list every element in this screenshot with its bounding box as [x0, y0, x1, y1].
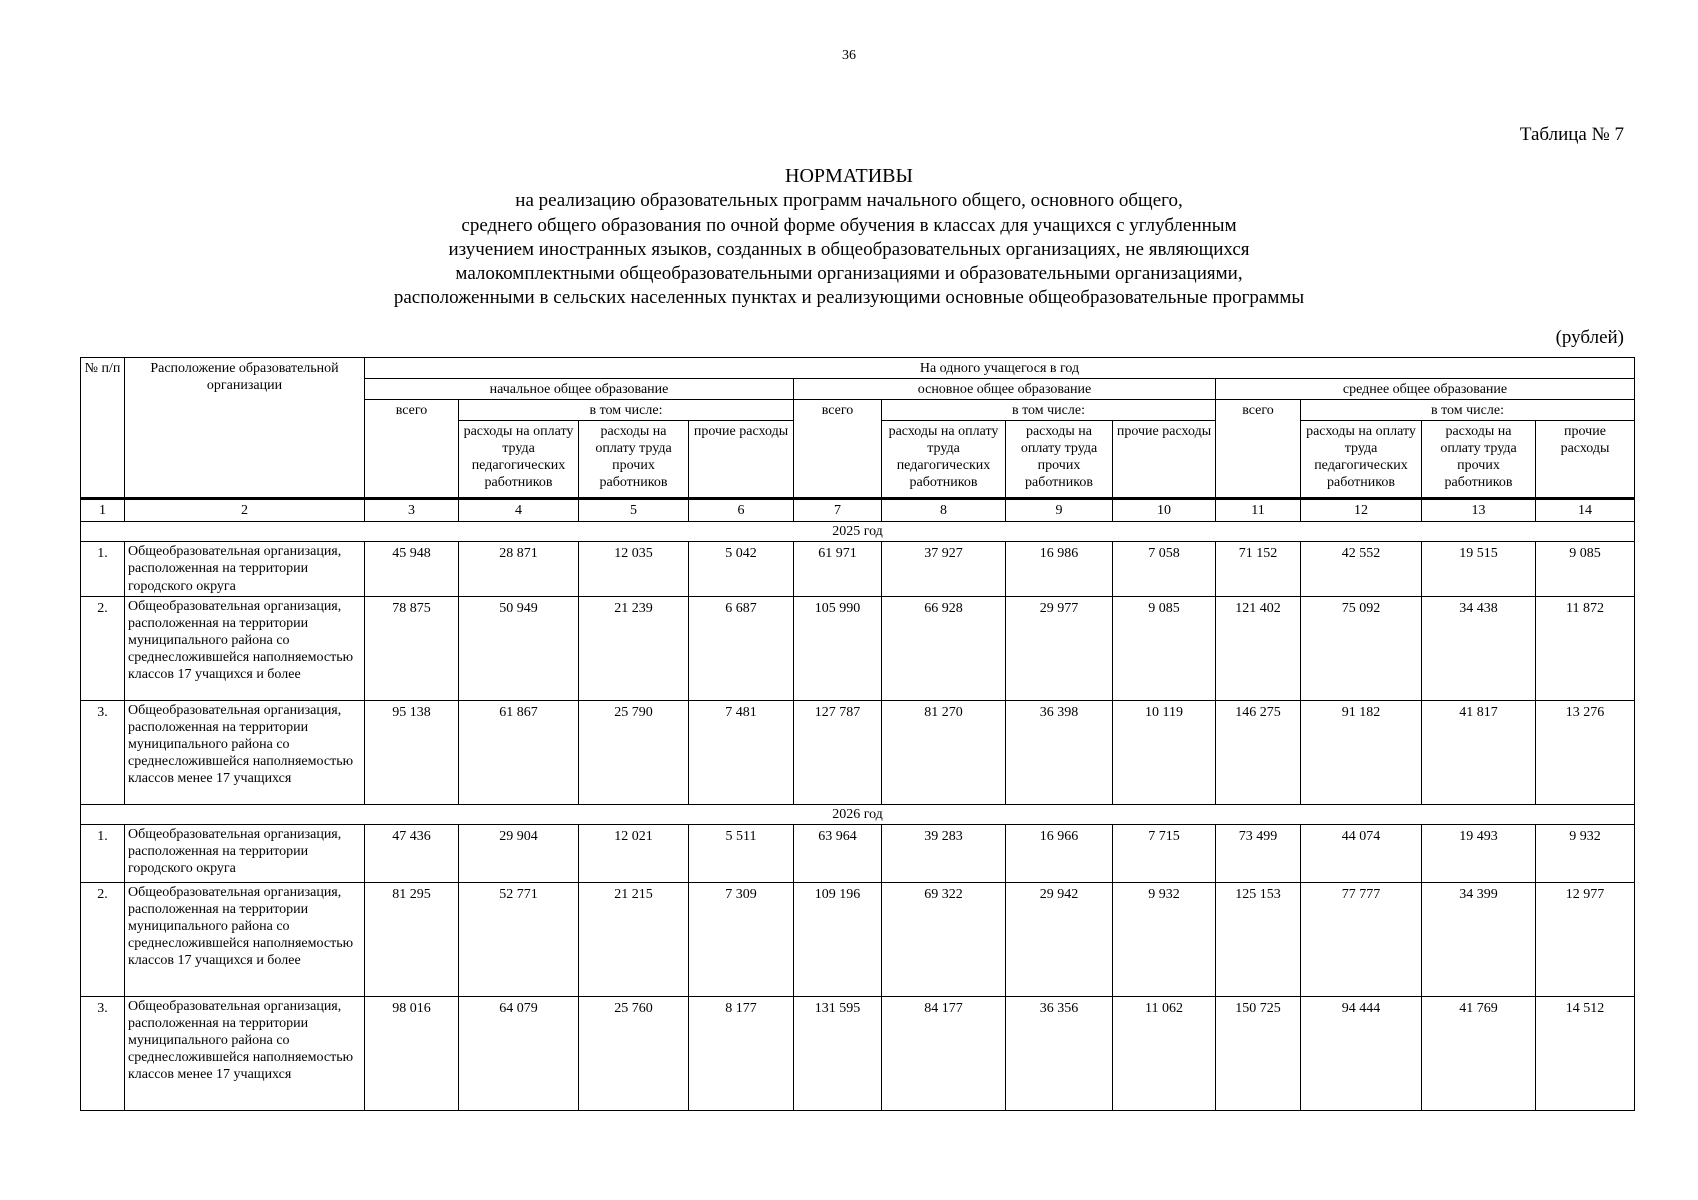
value-cell: 81 270 [882, 700, 1006, 804]
value-cell: 28 871 [459, 542, 579, 596]
norms-table [80, 357, 1635, 1111]
value-cell: 131 595 [794, 996, 882, 1110]
value-cell: 150 725 [1216, 996, 1301, 1110]
value-cell: 9 085 [1536, 542, 1635, 596]
value-cell: 10 119 [1113, 700, 1216, 804]
header-other-staff: расходы на оплату труда прочих работников [1422, 421, 1536, 499]
row-location: Общеобразовательная организация, расположенная на территории муниципального района со среднесложившейся наполняемостью классов 17 учащихся и более [125, 882, 365, 996]
value-cell: 21 239 [579, 596, 689, 700]
document-title [0, 164, 1698, 310]
column-number: 9 [1006, 499, 1113, 522]
value-cell: 42 552 [1301, 542, 1422, 596]
column-number: 4 [459, 499, 579, 522]
header-ped-staff: расходы на оплату труда педагогических работников [459, 421, 579, 499]
header-including: в том числе: [459, 400, 794, 421]
header-including: в том числе: [882, 400, 1216, 421]
value-cell: 69 322 [882, 882, 1006, 996]
value-cell: 14 512 [1536, 996, 1635, 1110]
value-cell: 16 986 [1006, 542, 1113, 596]
header-other-expenses: прочие расходы [689, 421, 794, 499]
header-ped-staff: расходы на оплату труда педагогических работников [1301, 421, 1422, 499]
value-cell: 6 687 [689, 596, 794, 700]
year-row [81, 522, 1635, 542]
title-line: среднего общего образования по очной форме обучения в классах для учащихся с углубленным [461, 214, 1237, 236]
value-cell: 19 493 [1422, 824, 1536, 882]
value-cell: 109 196 [794, 882, 882, 996]
row-location: Общеобразовательная организация, расположенная на территории городского округа [125, 542, 365, 596]
header-other-expenses: прочие расходы [1536, 421, 1635, 499]
value-cell: 25 760 [579, 996, 689, 1110]
value-cell: 7 715 [1113, 824, 1216, 882]
row-location: Общеобразовательная организация, расположенная на территории муниципального района со среднесложившейся наполняемостью классов менее 17 учащихся [125, 700, 365, 804]
column-number: 13 [1422, 499, 1536, 522]
header-level-secondary: среднее общее образование [1216, 379, 1635, 400]
value-cell: 84 177 [882, 996, 1006, 1110]
header-total: всего [365, 400, 459, 499]
row-number: 3. [81, 996, 125, 1110]
value-cell: 66 928 [882, 596, 1006, 700]
value-cell: 146 275 [1216, 700, 1301, 804]
value-cell: 11 872 [1536, 596, 1635, 700]
value-cell: 37 927 [882, 542, 1006, 596]
column-number: 3 [365, 499, 459, 522]
value-cell: 19 515 [1422, 542, 1536, 596]
table-row [81, 882, 1635, 996]
value-cell: 9 085 [1113, 596, 1216, 700]
column-number: 12 [1301, 499, 1422, 522]
value-cell: 7 058 [1113, 542, 1216, 596]
table-row [81, 824, 1635, 882]
row-number: 3. [81, 700, 125, 804]
header-ped-staff: расходы на оплату труда педагогических работников [882, 421, 1006, 499]
value-cell: 12 021 [579, 824, 689, 882]
value-cell: 39 283 [882, 824, 1006, 882]
value-cell: 9 932 [1113, 882, 1216, 996]
value-cell: 95 138 [365, 700, 459, 804]
column-number: 5 [579, 499, 689, 522]
header-total: всего [1216, 400, 1301, 499]
value-cell: 12 035 [579, 542, 689, 596]
table-row [81, 996, 1635, 1110]
row-number: 2. [81, 882, 125, 996]
value-cell: 44 074 [1301, 824, 1422, 882]
column-number: 8 [882, 499, 1006, 522]
year-label: 2026 год [81, 804, 1635, 824]
column-numbers-row [81, 499, 1635, 522]
value-cell: 25 790 [579, 700, 689, 804]
value-cell: 63 964 [794, 824, 882, 882]
value-cell: 36 398 [1006, 700, 1113, 804]
value-cell: 127 787 [794, 700, 882, 804]
value-cell: 12 977 [1536, 882, 1635, 996]
column-number: 11 [1216, 499, 1301, 522]
header-other-staff: расходы на оплату труда прочих работников [579, 421, 689, 499]
row-location: Общеобразовательная организация, расположенная на территории городского округа [125, 824, 365, 882]
column-number: 7 [794, 499, 882, 522]
value-cell: 5 042 [689, 542, 794, 596]
column-number: 1 [81, 499, 125, 522]
column-number: 2 [125, 499, 365, 522]
value-cell: 121 402 [1216, 596, 1301, 700]
header-other-expenses: прочие расходы [1113, 421, 1216, 499]
value-cell: 78 875 [365, 596, 459, 700]
value-cell: 29 977 [1006, 596, 1113, 700]
column-number: 14 [1536, 499, 1635, 522]
value-cell: 94 444 [1301, 996, 1422, 1110]
row-number: 2. [81, 596, 125, 700]
table-row [81, 542, 1635, 596]
header-per-student: На одного учащегося в год [365, 358, 1635, 379]
value-cell: 29 904 [459, 824, 579, 882]
year-label: 2025 год [81, 522, 1635, 542]
header-level-primary: начальное общее образование [365, 379, 794, 400]
value-cell: 125 153 [1216, 882, 1301, 996]
table-row [81, 596, 1635, 700]
value-cell: 50 949 [459, 596, 579, 700]
value-cell: 73 499 [1216, 824, 1301, 882]
year-row [81, 804, 1635, 824]
value-cell: 71 152 [1216, 542, 1301, 596]
value-cell: 41 769 [1422, 996, 1536, 1110]
title-line: на реализацию образовательных программ начального общего, основного общего, [515, 190, 1183, 212]
value-cell: 64 079 [459, 996, 579, 1110]
value-cell: 36 356 [1006, 996, 1113, 1110]
value-cell: 61 867 [459, 700, 579, 804]
header-location: Расположение образовательной организации [125, 358, 365, 499]
header-other-staff: расходы на оплату труда прочих работников [1006, 421, 1113, 499]
value-cell: 52 771 [459, 882, 579, 996]
row-number: 1. [81, 824, 125, 882]
value-cell: 81 295 [365, 882, 459, 996]
title-line: изучением иностранных языков, созданных в общеобразовательных организациях, не являющихся [448, 238, 1250, 260]
value-cell: 77 777 [1301, 882, 1422, 996]
value-cell: 29 942 [1006, 882, 1113, 996]
value-cell: 105 990 [794, 596, 882, 700]
value-cell: 91 182 [1301, 700, 1422, 804]
value-cell: 47 436 [365, 824, 459, 882]
value-cell: 13 276 [1536, 700, 1635, 804]
value-cell: 41 817 [1422, 700, 1536, 804]
value-cell: 34 399 [1422, 882, 1536, 996]
value-cell: 75 092 [1301, 596, 1422, 700]
header-total: всего [794, 400, 882, 499]
value-cell: 98 016 [365, 996, 459, 1110]
value-cell: 7 309 [689, 882, 794, 996]
value-cell: 61 971 [794, 542, 882, 596]
column-number: 10 [1113, 499, 1216, 522]
header-including: в том числе: [1301, 400, 1635, 421]
table-row [81, 700, 1635, 804]
column-number: 6 [689, 499, 794, 522]
value-cell: 11 062 [1113, 996, 1216, 1110]
value-cell: 5 511 [689, 824, 794, 882]
page-number: 36 [842, 48, 856, 63]
row-location: Общеобразовательная организация, расположенная на территории муниципального района со среднесложившейся наполняемостью классов менее 17 учащихся [125, 996, 365, 1110]
row-location: Общеобразовательная организация, расположенная на территории муниципального района со среднесложившейся наполняемостью классов 17 учащихся и более [125, 596, 365, 700]
value-cell: 21 215 [579, 882, 689, 996]
value-cell: 45 948 [365, 542, 459, 596]
table-label: Таблица № 7 [1519, 124, 1624, 145]
row-number: 1. [81, 542, 125, 596]
value-cell: 8 177 [689, 996, 794, 1110]
units-label: (рублей) [1555, 327, 1624, 348]
header-level-basic: основное общее образование [794, 379, 1216, 400]
title-main: НОРМАТИВЫ [785, 165, 913, 187]
header-num: № п/п [81, 358, 125, 499]
value-cell: 7 481 [689, 700, 794, 804]
title-line: расположенными в сельских населенных пунктах и реализующими основные общеобразовательные программы [393, 286, 1305, 308]
value-cell: 9 932 [1536, 824, 1635, 882]
title-line: малокомплектными общеобразовательными организациями и образовательными организациями, [455, 262, 1243, 284]
value-cell: 16 966 [1006, 824, 1113, 882]
value-cell: 34 438 [1422, 596, 1536, 700]
